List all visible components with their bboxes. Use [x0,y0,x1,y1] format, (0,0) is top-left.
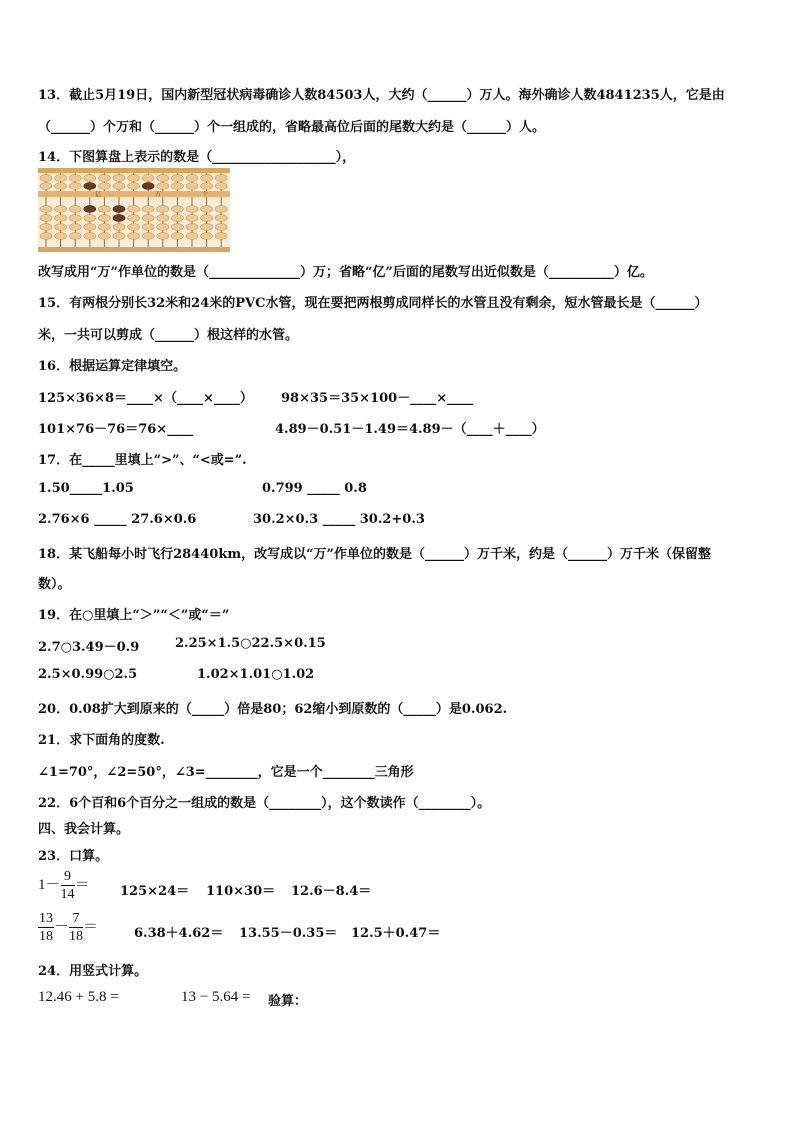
abacus-bead [69,175,81,182]
abacus-bead [201,215,213,222]
q15-line1: 15．有两根分别长32米和24米的PVC水管，现在要把两根剪成同样长的水管且没有剩余，短水管最长是（______） [38,296,708,311]
abacus-bead [40,183,52,190]
abacus-bead [98,175,110,182]
abacus-bead [40,206,52,213]
abacus-bead [128,224,140,231]
q19-c: 2.5×0.99○2.5 [38,667,138,682]
q23-row1-expr [38,868,90,903]
abacus-bead [55,215,67,222]
abacus-bead [69,206,81,213]
abacus-bead [98,224,110,231]
q21-title: 21．求下面角的度数. [38,733,165,748]
q23-row2-equals: ＝ [83,919,99,935]
abacus-bead [128,215,140,222]
abacus-bead [171,175,183,182]
abacus-bead [142,183,154,190]
abacus-bead [84,215,96,222]
abacus-bead [142,224,154,231]
abacus-bead [98,206,110,213]
abacus-bead [113,206,125,213]
abacus-bead [113,175,125,182]
abacus-bead [157,206,169,213]
abacus-bead [157,183,169,190]
abacus-bead [157,215,169,222]
q17-a: 1.50_____1.05 [38,481,134,496]
abacus-bottom-frame [38,247,230,252]
q19-b: 2.25×1.5○22.5×0.15 [175,636,326,651]
abacus-bead [128,183,140,190]
abacus-bead [186,233,198,240]
abacus-bead [84,224,96,231]
fraction-denominator: 14 [60,887,75,902]
abacus-bead [128,206,140,213]
q17-b: 0.799 _____ 0.8 [262,481,367,496]
abacus-bead [69,183,81,190]
abacus-bead [84,175,96,182]
abacus-bead [55,206,67,213]
abacus-bead [55,183,67,190]
abacus-bead [113,233,125,240]
fraction-denominator: 18 [39,929,53,944]
q16-b: 98×35＝35×100－____×____ [281,391,474,406]
q16-title: 16．根据运算定律填空。 [38,359,187,374]
abacus-bead [40,233,52,240]
q23-row1-item-2: 110×30＝ [206,884,276,899]
abacus-bead [98,233,110,240]
abacus-bead [142,175,154,182]
abacus-bead [186,175,198,182]
abacus-bead [215,183,227,190]
abacus-bead [157,175,169,182]
section-title-calculation: 四、我会计算。 [38,822,130,837]
abacus-bead [98,215,110,222]
abacus-bead [40,175,52,182]
abacus-bead [171,206,183,213]
q16-d: 4.89－0.51－1.49＝4.89－（____＋____） [275,422,545,437]
abacus-bead [84,183,96,190]
abacus-bead [55,175,67,182]
q24-expr-b: 13 − 5.64 = [181,989,251,1005]
q13-line1: 13．截止5月19日，国内新型冠状病毒确诊人数84503人，大约（______）万人。海外确诊人数4841235人，它是由 [38,88,725,103]
q19-title: 19．在○里填上“＞”“＜”或“＝” [38,608,230,623]
q16-a: 125×36×8＝____×（____×____） [38,391,253,406]
abacus-bead [69,233,81,240]
fraction-numerator: 13 [39,911,53,926]
q15-line2: 米，一共可以剪成（______）根这样的水管。 [38,328,299,343]
q13-line2: （______）个万和（______）个一组成的，省略最高位后面的尾数大约是（______）人。 [38,120,546,135]
abacus-bead [215,224,227,231]
abacus-bead [201,183,213,190]
abacus-bead [186,183,198,190]
q24-expr-a: 12.46 + 5.8 = [38,989,119,1005]
abacus-bead [215,206,227,213]
abacus-bead [157,224,169,231]
q19-d: 1.02×1.01○1.02 [197,667,315,682]
abacus-bead [55,233,67,240]
abacus-bead [215,175,227,182]
q23-row2-item-2: 13.55－0.35＝ [239,926,338,941]
abacus-bead [215,233,227,240]
q23-row1-item-3: 12.6－8.4＝ [291,884,372,899]
abacus-bead [201,224,213,231]
q23-row1-fraction [61,868,75,903]
q23-row2-expr [38,910,98,945]
abacus-bead [171,224,183,231]
abacus-bead [69,215,81,222]
abacus-label-yi: 亿 [95,191,102,198]
abacus-bead [171,233,183,240]
q22-line1: 22．6个百和6个百分之一组成的数是（________），这个数读作（________）。 [38,796,491,811]
abacus-bead [113,224,125,231]
abacus-bead [128,175,140,182]
abacus-bead [201,233,213,240]
q16-c: 101×76－76＝76×____ [38,422,194,437]
q18-line2: 数）。 [38,577,71,592]
abacus-image [38,168,230,252]
abacus-bead [84,206,96,213]
q19-a: 2.7○3.49－0.9 [38,640,140,655]
abacus-bead [157,233,169,240]
abacus-bead [113,215,125,222]
abacus-bead [171,215,183,222]
abacus-label-ge: 个 [202,191,209,198]
q23-row2-item-1: 6.38＋4.62＝ [134,926,224,941]
abacus-bead [142,233,154,240]
q21-line2: ∠1=70°，∠2=50°，∠3=________，它是一个________三角形 [38,765,414,780]
q23-row1-lead: 1－ [38,877,61,893]
abacus-bead [113,183,125,190]
abacus-label-wan: 万 [155,191,162,198]
q23-row1-equals: ＝ [74,877,90,893]
abacus-bead [186,224,198,231]
abacus-bead [201,175,213,182]
q23-title: 23．口算。 [38,849,109,864]
q14-line1: 14．下图算盘上表示的数是（___________________）， [38,150,356,165]
q17-d: 30.2×0.3 _____ 30.2+0.3 [253,512,425,527]
abacus-bead [84,233,96,240]
q23-row2-fraction-2 [69,910,83,945]
abacus-bead [40,224,52,231]
fraction-numerator: 9 [61,868,75,886]
abacus-top-frame [38,168,230,173]
q17-c: 2.76×6 _____ 27.6×0.6 [38,512,197,527]
q23-row2-minus: － [54,919,70,935]
abacus-bead [142,215,154,222]
q17-title: 17．在_____里填上“>”、“<或=”. [38,453,247,468]
abacus-bead [171,183,183,190]
fraction-numerator: 7 [69,910,83,928]
abacus-bead [69,224,81,231]
abacus-bead [55,224,67,231]
abacus-bead [40,215,52,222]
abacus-bead [186,206,198,213]
q18-line1: 18．某飞船每小时飞行28440km，改写成以“万”作单位的数是（______）万千米，约是（______）万千米（保留整 [38,547,712,562]
q23-row1-item-1: 125×24＝ [120,884,190,899]
abacus-bead [142,206,154,213]
q24-title: 24．用竖式计算。 [38,964,148,979]
fraction-denominator: 18 [69,929,84,944]
abacus-bead [215,215,227,222]
q23-row2-item-3: 12.5＋0.47＝ [351,926,441,941]
q14-line2: 改写成用“万”作单位的数是（______________）万；省略“亿”后面的尾数写出近似数是（__________）亿。 [38,265,653,280]
abacus-bead [201,206,213,213]
q23-row2-fraction-1 [38,910,54,945]
q20-line1: 20．0.08扩大到原来的（_____）倍是80；62缩小到原数的（_____）是0.062. [38,702,508,717]
abacus-bead [128,233,140,240]
abacus-bead [98,183,110,190]
abacus-bead [186,215,198,222]
q24-check-label: 验算： [268,994,308,1009]
